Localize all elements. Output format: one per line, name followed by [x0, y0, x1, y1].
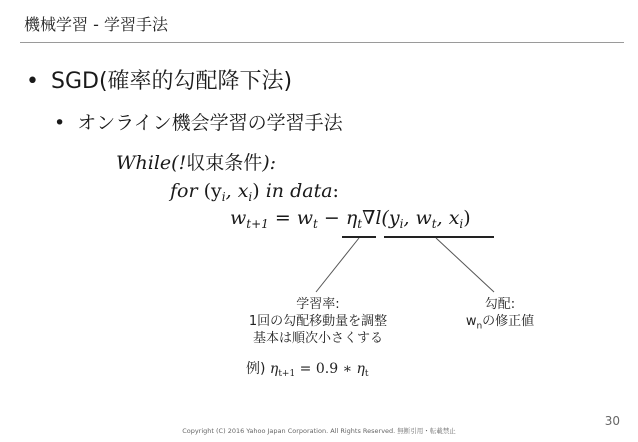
bullet-marker: •: [54, 112, 66, 134]
learning-rate-connector: [316, 238, 359, 292]
while-prefix: While(!: [116, 152, 187, 174]
bullet-marker: •: [26, 69, 39, 94]
learning-rate-line2: 基本は順次小さくする: [252, 331, 383, 346]
example-eta-t: η: [356, 361, 365, 377]
for-keyword: for: [170, 180, 198, 202]
example-sub-next: t+1: [278, 369, 296, 379]
update-gradient: ∇l(y: [362, 207, 400, 229]
example-formula: [270, 361, 369, 377]
for-sub-i: i: [221, 190, 226, 204]
update-sub-t: t: [357, 217, 363, 231]
learning-rate-line1: 1回の勾配移動量を調整: [248, 314, 388, 329]
update-args-x: , x: [436, 207, 460, 229]
update-w: w: [230, 207, 247, 229]
slide-header-title: 機械学習 - 学習手法: [24, 15, 168, 34]
update-sub-i: i: [459, 217, 464, 231]
for-data: data: [290, 180, 333, 202]
update-minus-eta: − η: [317, 207, 358, 229]
update-sub-next: t+1: [246, 217, 269, 231]
bullet-text-online: オンライン機会学習の学習手法: [77, 112, 343, 134]
gradient-w: w: [465, 314, 477, 329]
gradient-title: 勾配:: [484, 297, 516, 312]
gradient-connector: [436, 238, 494, 292]
copyright-footer: Copyright (C) 2016 Yahoo Japan Corporation. All Rights Reserved. 無断引用・転載禁止: [182, 427, 456, 435]
for-in: in: [265, 180, 285, 202]
for-tuple-x: , x: [225, 180, 249, 202]
for-colon: :: [332, 180, 339, 202]
example-eq: = 0.9 ∗: [295, 361, 357, 377]
gradient-note: [440, 296, 560, 336]
update-sub-t: t: [313, 217, 318, 231]
update-sub-t: t: [431, 217, 437, 231]
while-suffix: ):: [262, 152, 277, 174]
update-eq-w: = w: [268, 207, 314, 229]
gradient-desc: [440, 313, 560, 336]
update-close: ): [463, 207, 471, 229]
learning-rate-title: 学習率:: [296, 297, 340, 312]
update-sub-i: i: [399, 217, 404, 231]
learning-rate-note: [228, 296, 408, 347]
while-condition: 収束条件: [186, 152, 263, 174]
gradient-w-sub: n: [476, 321, 483, 332]
example-sub-t: t: [364, 369, 369, 379]
example-prefix: 例): [246, 361, 266, 377]
bullet-text-sgd: SGD(確率的勾配降下法): [50, 69, 293, 94]
example-eta: η: [269, 361, 279, 377]
for-sub-i: i: [248, 190, 253, 204]
for-tuple-close: ): [252, 180, 260, 202]
for-tuple-open: (y: [203, 180, 222, 202]
page-number: 30: [604, 414, 620, 428]
gradient-desc-text: の修正値: [482, 314, 535, 329]
learning-rate-example: [246, 358, 369, 378]
update-args-w: , w: [403, 207, 432, 229]
